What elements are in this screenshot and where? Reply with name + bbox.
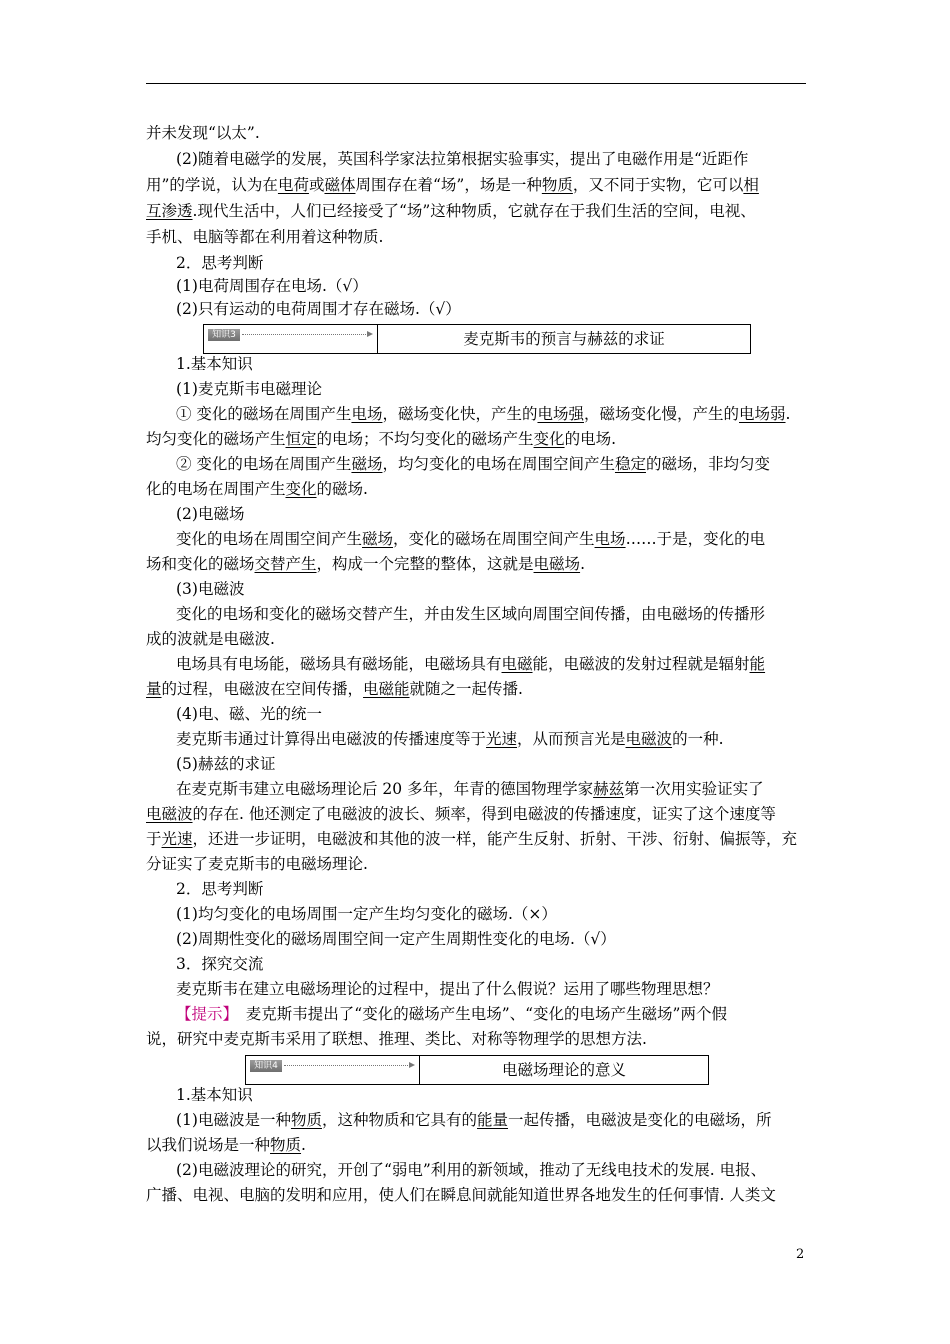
underlined-term: 量 — [146, 680, 162, 698]
text-segment: 的磁场. — [316, 480, 368, 498]
section-title: 电磁场理论的意义 — [501, 1061, 626, 1079]
text-segment: (2)电磁波理论的研究，开创了“弱电”利用的新领域，推动了无线电技术的发展. 电报、 — [176, 1161, 767, 1179]
text-segment: 3．探究交流 — [176, 955, 264, 973]
underlined-term: 电场 — [594, 530, 626, 548]
underlined-term: 赫兹 — [593, 780, 625, 798]
underlined-term: 电磁波 — [146, 805, 193, 823]
text-segment: 说，研究中麦克斯韦采用了联想、推理、类比、对称等物理学的思想方法. — [146, 1030, 647, 1048]
section-tag-label: 知识3 — [208, 329, 240, 341]
text-line — [176, 404, 806, 424]
text-segment: (1)均匀变化的电场周围一定产生均匀变化的磁场.（×） — [176, 905, 557, 923]
text-line — [176, 529, 806, 549]
text-segment: ，又不同于实物，它可以 — [572, 176, 744, 194]
underlined-term: 电磁 — [501, 655, 533, 673]
text-line — [176, 954, 806, 974]
text-segment: 2．思考判断 — [176, 880, 264, 898]
underlined-term: 变化 — [285, 480, 317, 498]
text-line — [146, 629, 806, 649]
text-segment: 的过程，电磁波在空间传播， — [161, 680, 364, 698]
underlined-term: 能 — [749, 655, 766, 673]
text-line — [176, 299, 806, 319]
text-line — [176, 253, 806, 273]
text-segment: 的磁场，非均匀变 — [645, 455, 770, 473]
text-line — [176, 604, 806, 624]
text-line — [176, 1004, 806, 1024]
text-segment: 变化的电场和变化的磁场交替产生，并由发生区域向周围空间传播，由电磁场的传播形 — [176, 605, 766, 623]
underlined-term: 电场强 — [537, 405, 584, 423]
arrow-icon — [242, 334, 368, 335]
underlined-term: 电场 — [351, 405, 383, 423]
text-segment: . — [580, 555, 585, 573]
text-line — [146, 175, 806, 195]
underlined-term: 变化 — [533, 430, 565, 448]
text-line — [146, 123, 806, 143]
text-line — [146, 804, 806, 824]
text-line — [176, 779, 806, 799]
text-segment: (2)随着电磁学的发展，英国科学家法拉第根据实验事实，提出了电磁作用是“近距作 — [176, 150, 749, 168]
text-line — [176, 904, 806, 924]
text-line — [176, 379, 806, 399]
text-segment: 用”的学说，认为在 — [146, 176, 278, 194]
section-header-box — [203, 324, 751, 354]
text-line — [176, 454, 806, 474]
underlined-term: 磁体 — [324, 176, 356, 194]
underlined-term: 电荷 — [277, 176, 309, 194]
text-segment: ，均匀变化的电场在周围空间产生 — [382, 455, 615, 473]
text-segment: ……于是，变化的电 — [625, 530, 766, 548]
underlined-term: 稳定 — [614, 455, 646, 473]
text-line — [176, 729, 806, 749]
text-line — [146, 554, 806, 574]
text-segment: 能，电磁波的发射过程就是辐射 — [532, 655, 750, 673]
text-segment: 麦克斯韦在建立电磁场理论的过程中，提出了什么假说？运用了哪些物理思想？ — [176, 980, 719, 998]
text-segment: 成的波就是电磁波. — [146, 630, 275, 648]
text-segment: 周围存在着“场”，场是一种 — [355, 176, 542, 194]
text-segment: (3)电磁波 — [176, 580, 245, 598]
text-segment: ，变化的磁场在周围空间产生 — [393, 530, 595, 548]
text-line — [146, 1135, 806, 1155]
text-line — [146, 854, 806, 874]
text-line — [176, 1110, 806, 1130]
underlined-term: 相 — [743, 176, 759, 194]
text-line — [146, 1185, 806, 1205]
text-segment: 麦克斯韦通过计算得出电磁波的传播速度等于 — [176, 730, 487, 748]
underlined-term: 物质 — [270, 1136, 302, 1154]
underlined-term: 磁场 — [362, 530, 394, 548]
text-segment: (1)麦克斯韦电磁理论 — [176, 380, 322, 398]
text-line — [146, 679, 806, 699]
text-segment: 的一种. — [672, 730, 724, 748]
underlined-term: 磁场 — [351, 455, 383, 473]
text-segment: 2．思考判断 — [176, 254, 264, 272]
text-line — [176, 929, 806, 949]
text-segment: (2)只有运动的电荷周围才存在磁场.（√） — [176, 300, 461, 318]
text-segment: (5)赫兹的求证 — [176, 755, 276, 773]
text-segment: 的存在. 他还测定了电磁波的波长、频率，得到电磁波的传播速度，证实了这个速度等 — [192, 805, 776, 823]
header-rule — [146, 83, 806, 84]
text-segment: 就随之一起传播. — [409, 680, 523, 698]
text-segment: 麦克斯韦提出了“变化的磁场产生电场”、“变化的电场产生磁场”两个假 — [230, 1005, 727, 1023]
text-segment: ，还进一步证明，电磁波和其他的波一样，能产生反射、折射、干涉、衍射、偏振等，充 — [192, 830, 798, 848]
text-segment: 变化的电场在周围空间产生 — [176, 530, 363, 548]
text-line — [146, 227, 806, 247]
text-line — [176, 504, 806, 524]
text-line — [146, 429, 806, 449]
text-segment: (2)电磁场 — [176, 505, 245, 523]
text-segment: (2)周期性变化的磁场周围空间一定产生周期性变化的电场.（√） — [176, 930, 616, 948]
text-line — [176, 754, 806, 774]
underlined-term: 恒定 — [285, 430, 317, 448]
text-line — [146, 201, 806, 221]
text-segment: ② 变化的电场在周围产生 — [176, 455, 352, 473]
text-segment: 第一次用实验证实了 — [624, 780, 764, 798]
text-segment: 分证实了麦克斯韦的电磁场理论. — [146, 855, 368, 873]
text-segment: 于 — [146, 830, 162, 848]
text-segment: 一起传播，电磁波是变化的电磁场，所 — [508, 1111, 772, 1129]
text-line — [176, 276, 806, 296]
section-tag-cell — [246, 1056, 420, 1084]
text-segment: 或 — [308, 176, 325, 194]
text-line — [176, 1085, 806, 1105]
text-segment: .现代生活中，人们已经接受了“场”这种物质，它就存在于我们生活的空间，电视、 — [192, 202, 756, 220]
text-segment: (1)电磁波是一种 — [176, 1111, 291, 1129]
text-segment: ，磁场变化快，产生的 — [382, 405, 538, 423]
text-line — [146, 829, 806, 849]
text-segment: 的电场；不均匀变化的磁场产生 — [316, 430, 534, 448]
underlined-term: 物质 — [541, 176, 573, 194]
text-line — [146, 1029, 806, 1049]
text-line — [176, 979, 806, 999]
text-segment: ，构成一个完整的整体，这就是 — [316, 555, 534, 573]
text-segment: (1)电荷周围存在电场.（√） — [176, 277, 368, 295]
text-line — [146, 479, 806, 499]
text-segment: 场和变化的磁场 — [146, 555, 255, 573]
underlined-term: 交替产生 — [254, 555, 317, 573]
section-header-box — [245, 1055, 709, 1085]
underlined-term: 能量 — [477, 1111, 509, 1129]
text-line — [176, 879, 806, 899]
text-line — [176, 1160, 806, 1180]
text-segment: 的电场. — [564, 430, 616, 448]
text-segment: 手机、电脑等都在利用着这种物质. — [146, 228, 384, 246]
underlined-term: 电场弱 — [739, 405, 786, 423]
underlined-term: 电磁能 — [363, 680, 410, 698]
text-line — [176, 704, 806, 724]
text-segment: 并未发现“以太”. — [146, 124, 260, 142]
text-line — [176, 579, 806, 599]
text-segment: 化的电场在周围产生 — [146, 480, 286, 498]
text-segment: ① 变化的磁场在周围产生 — [176, 405, 352, 423]
text-segment: 电场具有电场能，磁场具有磁场能，电磁场具有 — [176, 655, 502, 673]
text-segment: (4)电、磁、光的统一 — [176, 705, 322, 723]
text-segment: 均匀变化的磁场产生 — [146, 430, 286, 448]
section-tag-cell — [204, 325, 378, 353]
text-segment: . — [301, 1136, 306, 1154]
underlined-term: 电磁场 — [533, 555, 581, 573]
text-line — [176, 354, 806, 374]
text-segment: 1.基本知识 — [176, 355, 253, 373]
underlined-term: 电磁波 — [625, 730, 673, 748]
text-segment: 以我们说场是一种 — [146, 1136, 271, 1154]
text-line — [176, 149, 806, 169]
text-segment: 广播、电视、电脑的发明和应用，使人们在瞬息间就能知道世界各地发生的任何事情. 人类文 — [146, 1186, 776, 1204]
text-segment: 在麦克斯韦建立电磁场理论后 20 多年，年青的德国物理学家 — [176, 780, 594, 798]
text-segment: ，这种物质和它具有的 — [321, 1111, 477, 1129]
text-line — [176, 654, 806, 674]
page-number: 2 — [796, 1247, 805, 1262]
underlined-term: 光速 — [161, 830, 193, 848]
hint-label: 【提示】 — [176, 1005, 231, 1023]
section-tag-label: 知识4 — [250, 1060, 282, 1072]
section-title: 麦克斯韦的预言与赫兹的求证 — [463, 330, 665, 348]
underlined-term: 互渗透 — [146, 202, 193, 220]
text-segment: 1.基本知识 — [176, 1086, 253, 1104]
underlined-term: 物质 — [290, 1111, 322, 1129]
text-segment: . — [785, 405, 791, 423]
text-segment: ，从而预言光是 — [517, 730, 626, 748]
text-segment: ，磁场变化慢，产生的 — [583, 405, 739, 423]
underlined-term: 光速 — [486, 730, 518, 748]
arrow-icon — [284, 1065, 410, 1066]
